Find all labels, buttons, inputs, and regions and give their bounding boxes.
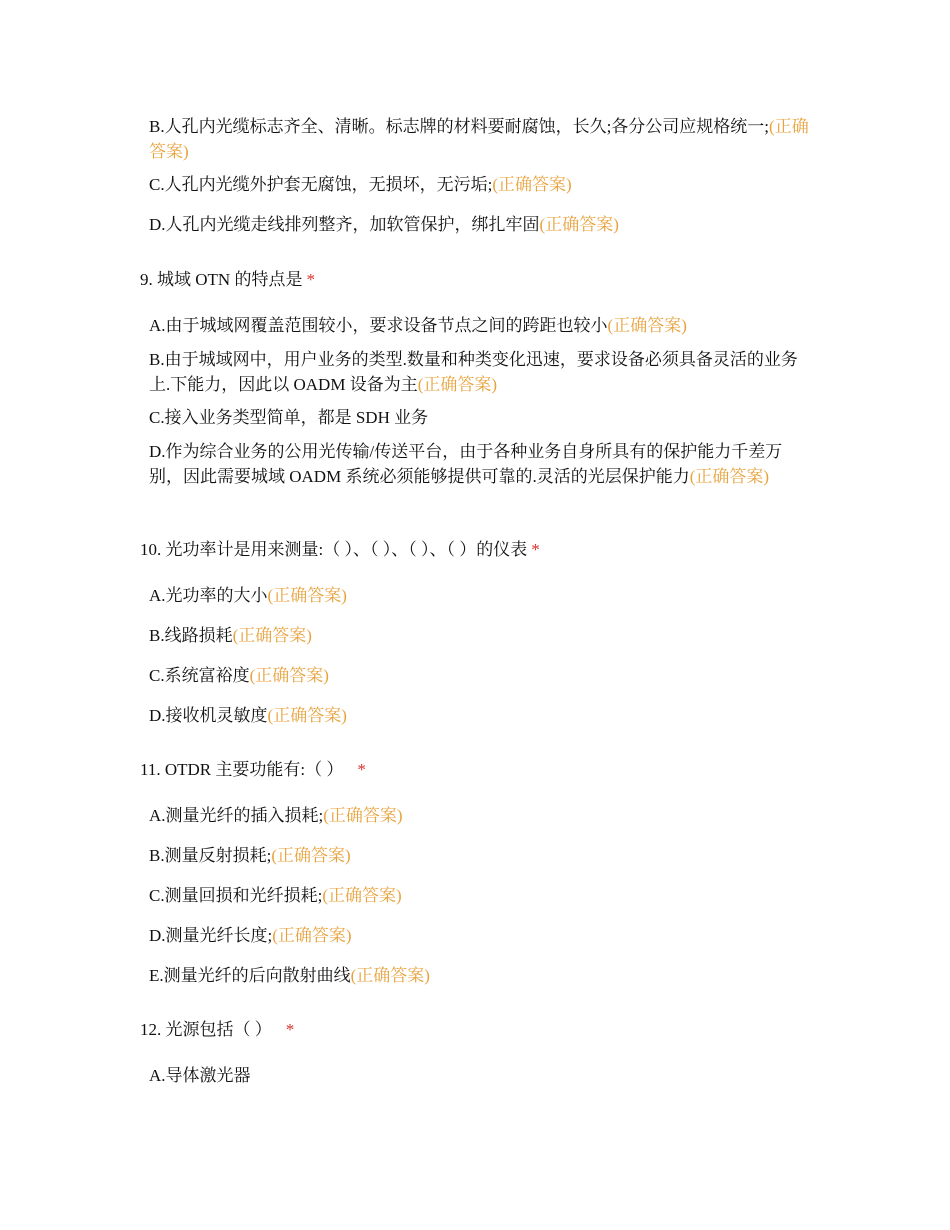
correct-answer-tag: (正确答案)	[271, 846, 351, 865]
q10-option-a: A.光功率的大小(正确答案)	[149, 586, 347, 605]
correct-answer-tag: (正确答案)	[232, 626, 312, 645]
correct-answer-tag: (正确答案)	[417, 375, 498, 394]
question-title: 12. 光源包括（ ） *	[140, 1020, 295, 1039]
q10-option-c: C.系统富裕度(正确答案)	[149, 666, 329, 685]
question-title: 10. 光功率计是用来测量:（ ）、（ ）、（ ）、（ ）的仪表 *	[140, 540, 540, 559]
correct-answer-tag: (正确答案)	[350, 966, 430, 985]
correct-answer-tag: (正确答案)	[322, 886, 402, 905]
q9-option-a: A.由于城域网覆盖范围较小，要求设备节点之间的跨距也较小(正确答案)	[149, 316, 687, 335]
required-mark: *	[306, 270, 315, 289]
question-title: 9. 城域 OTN 的特点是 *	[140, 270, 315, 289]
question-title: 11. OTDR 主要功能有:（ ） *	[140, 760, 366, 779]
q10-option-d: D.接收机灵敏度(正确答案)	[149, 706, 347, 725]
correct-answer-tag: (正确答案)	[149, 117, 809, 161]
required-mark: *	[285, 1020, 295, 1039]
correct-answer-tag: (正确答案)	[249, 666, 329, 685]
required-mark: *	[357, 760, 366, 779]
q11-option-c: C.测量回损和光纤损耗;(正确答案)	[149, 886, 402, 905]
correct-answer-tag: (正确答案)	[267, 706, 347, 725]
correct-answer-tag: (正确答案)	[689, 467, 770, 486]
q8-option-b: B.人孔内光缆标志齐全、清晰。标志牌的材料要耐腐蚀，长久;各分公司应规格统一;(正确答案)	[149, 117, 809, 161]
q8-option-d: D.人孔内光缆走线排列整齐，加软管保护，绑扎牢固(正确答案)	[149, 215, 619, 234]
q9-option-b: B.由于城域网中，用户业务的类型.数量和种类变化迅速，要求设备必须具备灵活的业务上.下能力，因此以 OADM 设备为主(正确答案)	[149, 350, 798, 394]
q11-option-a: A.测量光纤的插入损耗;(正确答案)	[149, 806, 403, 825]
q11-option-d: D.测量光纤长度;(正确答案)	[149, 926, 352, 945]
correct-answer-tag: (正确答案)	[323, 806, 403, 825]
q11-option-b: B.测量反射损耗;(正确答案)	[149, 846, 351, 865]
q11-option-e: E.测量光纤的后向散射曲线(正确答案)	[149, 966, 430, 985]
correct-answer-tag: (正确答案)	[539, 215, 619, 234]
q8-option-c: C.人孔内光缆外护套无腐蚀，无损坏，无污垢;(正确答案)	[149, 175, 572, 194]
q10-option-b: B.线路损耗(正确答案)	[149, 626, 312, 645]
correct-answer-tag: (正确答案)	[492, 175, 572, 194]
correct-answer-tag: (正确答案)	[267, 586, 347, 605]
q12-option-a: A.导体激光器	[149, 1066, 251, 1085]
correct-answer-tag: (正确答案)	[272, 926, 352, 945]
correct-answer-tag: (正确答案)	[607, 316, 687, 335]
q9-option-d: D.作为综合业务的公用光传输/传送平台，由于各种业务自身所具有的保护能力千差万别，因此需要城域 OADM 系统必须能够提供可靠的.灵活的光层保护能力(正确答案)	[149, 442, 783, 486]
q9-option-c: C.接入业务类型简单，都是 SDH 业务	[149, 408, 429, 427]
required-mark: *	[531, 540, 540, 559]
